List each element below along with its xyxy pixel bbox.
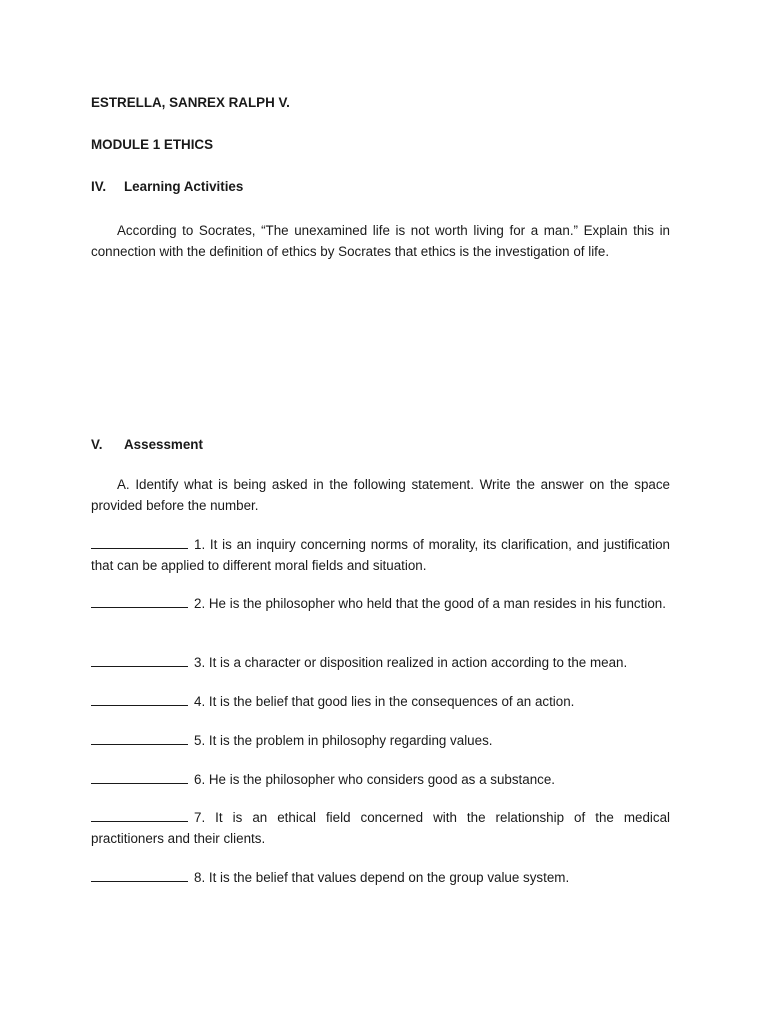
assessment-item-text: 7. It is an ethical field concerned with the relationship of the medical practitioners and their clients. [91, 810, 670, 846]
answer-blank[interactable] [91, 535, 188, 549]
learning-activities-number: IV. [91, 179, 107, 194]
learning-activities-title: Learning Activities [124, 179, 244, 194]
assessment-item [91, 652, 670, 673]
answer-blank[interactable] [91, 731, 188, 745]
assessment-item [91, 534, 670, 576]
answer-blank[interactable] [91, 692, 188, 706]
assessment-item-text: 6. He is the philosopher who considers good as a substance. [194, 772, 556, 787]
assessment-number: V. [91, 437, 103, 452]
learning-activities-prompt: According to Socrates, “The unexamined life is not worth living for a man.” Explain this in connection with the definition of ethics by Socrates that ethics is the investigation of life. [91, 223, 670, 259]
assessment-item-text: 1. It is an inquiry concerning norms of morality, its clarification, and justification that can be applied to different moral fields and situation. [91, 537, 670, 573]
assessment-item [91, 867, 670, 888]
assessment-heading [91, 435, 203, 455]
assessment-item-text: 8. It is the belief that values depend on the group value system. [194, 870, 570, 885]
answer-blank[interactable] [91, 808, 188, 822]
assessment-item [91, 691, 670, 712]
assessment-item-text: 2. He is the philosopher who held that the good of a man resides in his function. [194, 596, 666, 611]
learning-activities-heading [91, 177, 243, 197]
answer-blank[interactable] [91, 868, 188, 882]
student-name: ESTRELLA, SANREX RALPH V. [91, 95, 290, 110]
answer-blank[interactable] [91, 594, 188, 608]
module-title: MODULE 1 ETHICS [91, 137, 214, 152]
answer-blank[interactable] [91, 653, 188, 667]
assessment-item [91, 769, 670, 790]
assessment-item [91, 593, 670, 614]
answer-blank[interactable] [91, 770, 188, 784]
assessment-item [91, 807, 670, 849]
assessment-item [91, 730, 670, 751]
assessment-title: Assessment [124, 437, 203, 452]
assessment-item-text: 3. It is a character or disposition realized in action according to the mean. [194, 655, 628, 670]
assessment-instruction: A. Identify what is being asked in the following statement. Write the answer on the space provided before the number. [91, 477, 670, 513]
assessment-item-text: 4. It is the belief that good lies in the consequences of an action. [194, 694, 575, 709]
assessment-item-text: 5. It is the problem in philosophy regarding values. [194, 733, 493, 748]
